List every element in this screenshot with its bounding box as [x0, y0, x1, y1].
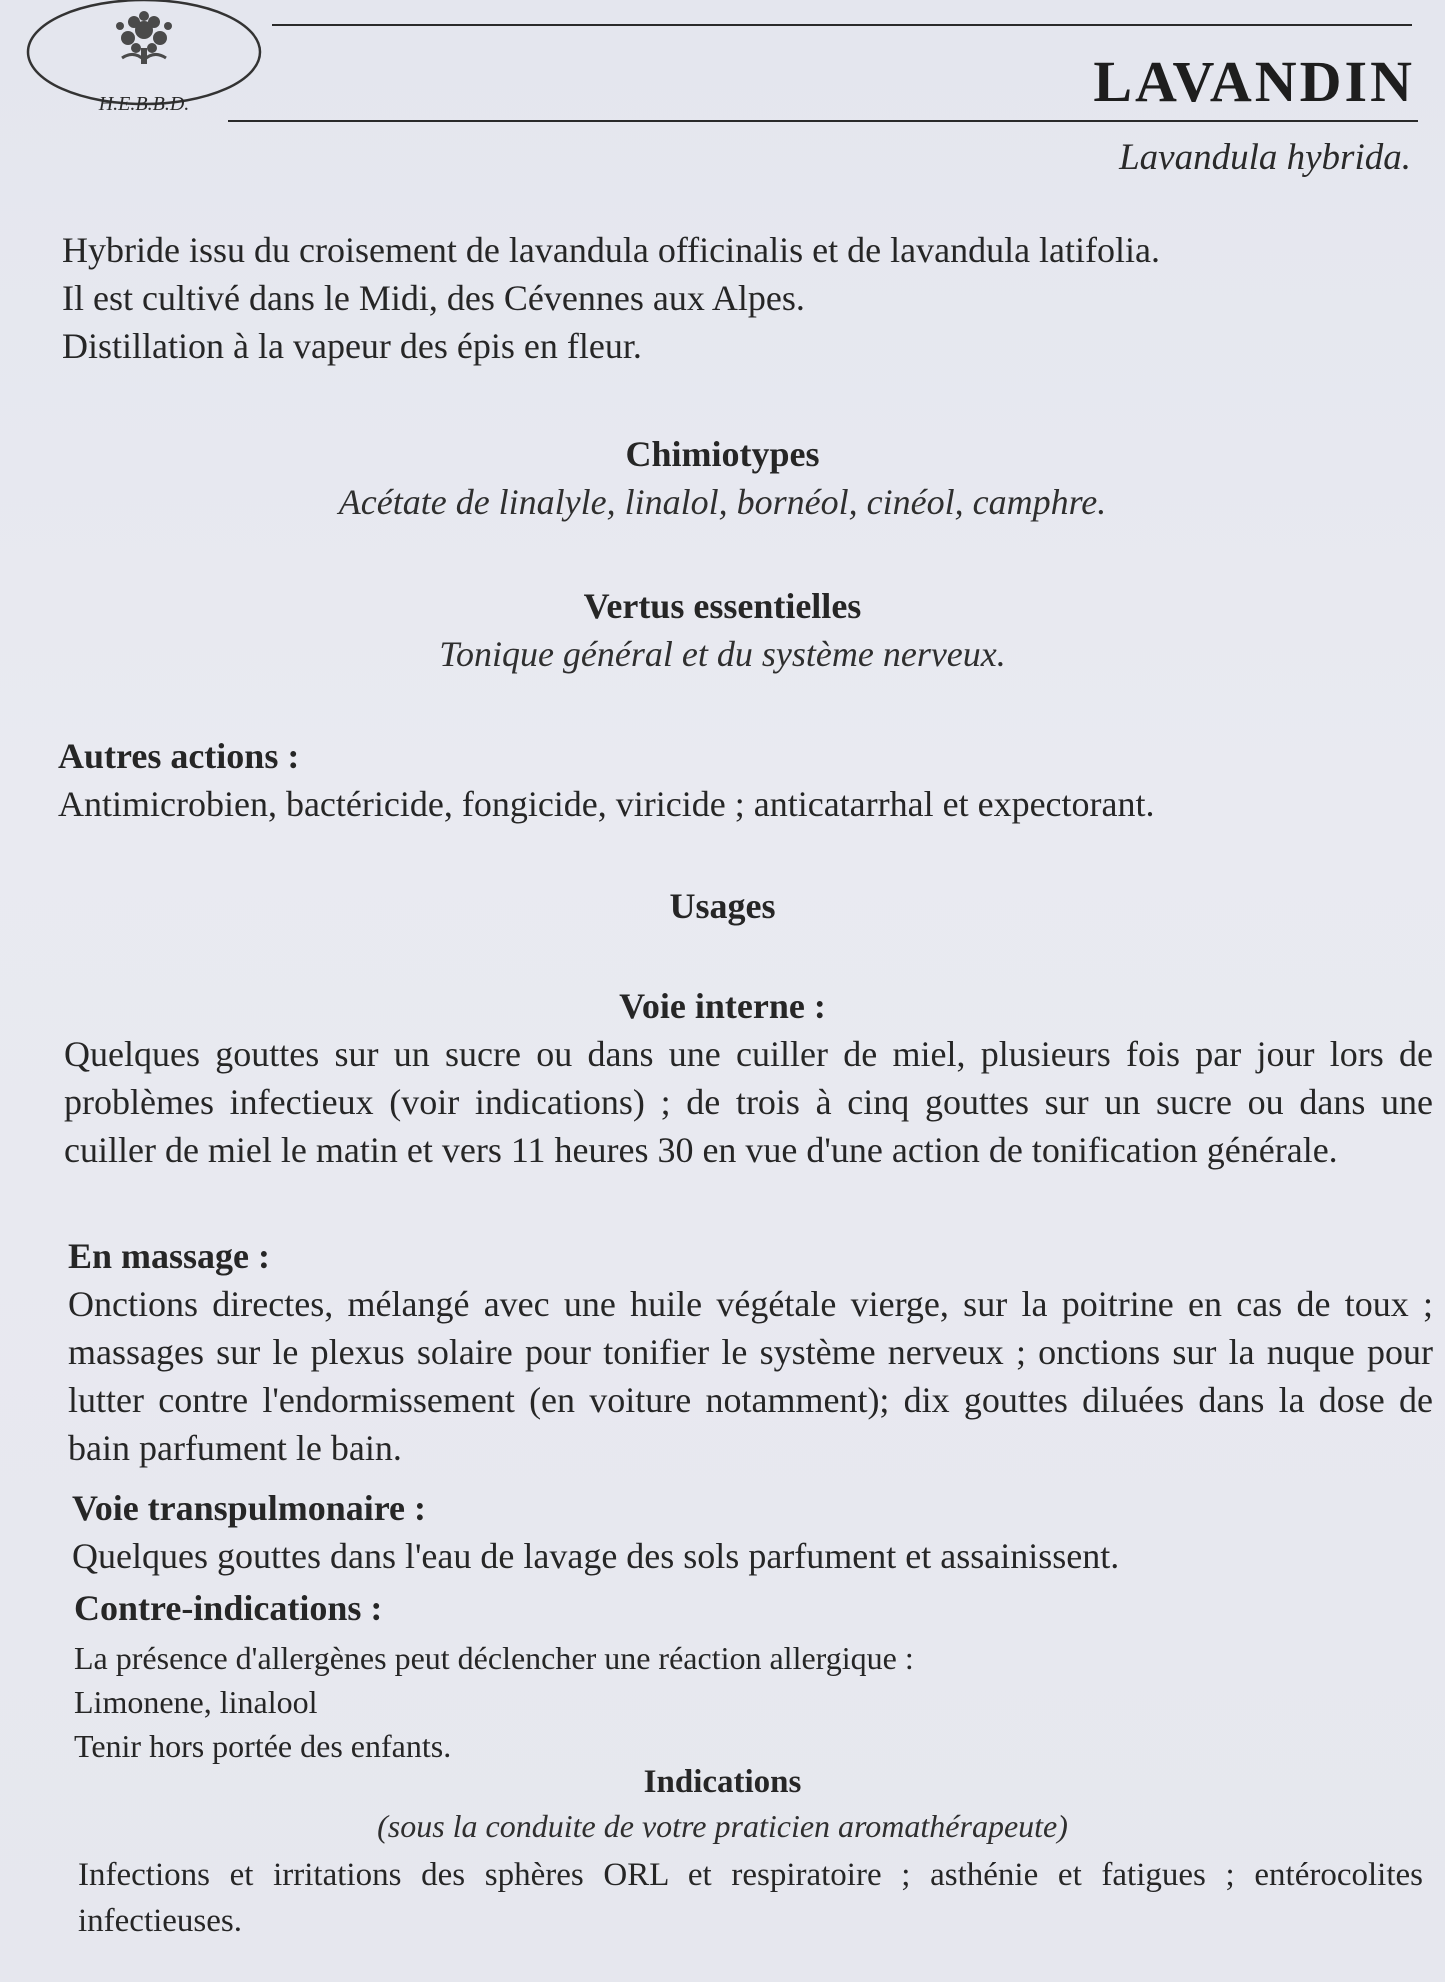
virtues-section — [0, 582, 1445, 678]
massage-heading-wrap — [68, 1232, 1429, 1280]
internal-heading-wrap — [0, 982, 1445, 1030]
virtues-heading: Vertus essentielles — [583, 586, 862, 626]
chemotypes-heading: Chimiotypes — [625, 434, 820, 474]
contraindication-line: La présence d'allergènes peut déclencher une réaction allergique : — [74, 1640, 914, 1676]
logo-text: H.E.B.B.D. — [98, 93, 190, 115]
internal-use-heading: Voie interne : — [619, 986, 826, 1026]
intro-line: Distillation à la vapeur des épis en fleur. — [62, 326, 642, 366]
indications-text: Infections et irritations des sphères ORL et respiratoire ; asthénie et fatigues ; entérocolites infectieuses. — [78, 1857, 1423, 1939]
pulmonary-text: Quelques gouttes dans l'eau de lavage des sols parfument et assainissent. — [72, 1536, 1120, 1576]
pulmonary-section — [72, 1484, 1429, 1580]
internal-use-text: Quelques gouttes sur un sucre ou dans une cuiller de miel, plusieurs fois par jour lors de problèmes infectieux (voir indications) ; de trois à cinq gouttes sur un sucre ou dans une cuiller de miel le matin et vers 11 heures 30 en vue d'une action de tonification générale. — [64, 1034, 1433, 1170]
indications-heading: Indications — [643, 1764, 802, 1800]
massage-section — [68, 1280, 1433, 1472]
contraindication-line: Limonene, linalool — [74, 1684, 318, 1720]
internal-use-section — [64, 1030, 1433, 1174]
contraindication-line: Tenir hors portée des enfants. — [74, 1728, 452, 1764]
contraindications-section — [74, 1584, 1429, 1768]
other-actions-text: Antimicrobien, bactéricide, fongicide, viricide ; anticatarrhal et expectorant. — [58, 784, 1155, 824]
chemotypes-section — [0, 430, 1445, 526]
other-actions-heading: Autres actions : — [58, 736, 300, 776]
pulmonary-heading: Voie transpulmonaire : — [72, 1488, 427, 1528]
intro-line: Il est cultivé dans le Midi, des Cévennes aux Alpes. — [62, 278, 805, 318]
contraindications-heading: Contre-indications : — [74, 1588, 383, 1628]
massage-text: Onctions directes, mélangé avec une huile végétale vierge, sur la poitrine en cas de toux ; massages sur le plexus solaire pour tonifier le système nerveux ; onctions sur la nuque pour lutter contre l'endormissement (en voiture notamment); dix gouttes diluées dans la dose de bain parfument le bain. — [68, 1284, 1433, 1468]
page-title: LAVANDIN — [1093, 49, 1415, 114]
usages-heading-wrap — [0, 882, 1445, 930]
intro-section — [62, 226, 1429, 370]
hebbd-logo — [22, 0, 270, 118]
header-rule-bottom — [228, 120, 1418, 122]
massage-heading: En massage : — [68, 1236, 271, 1276]
indications-subheading: (sous la conduite de votre praticien aromathérapeute) — [377, 1808, 1068, 1844]
virtues-text: Tonique général et du système nerveux. — [439, 634, 1006, 674]
indications-header — [0, 1760, 1445, 1848]
indications-section — [78, 1852, 1423, 1944]
latin-name: Lavandula hybrida. — [1119, 137, 1411, 178]
usages-heading: Usages — [669, 886, 776, 926]
other-actions-section — [58, 732, 1429, 828]
floral-emblem-icon — [116, 11, 172, 64]
intro-line: Hybride issu du croisement de lavandula officinalis et de lavandula latifolia. — [62, 230, 1160, 270]
chemotypes-text: Acétate de linalyle, linalol, bornéol, cinéol, camphre. — [338, 482, 1107, 522]
header-rule-top — [272, 24, 1412, 26]
